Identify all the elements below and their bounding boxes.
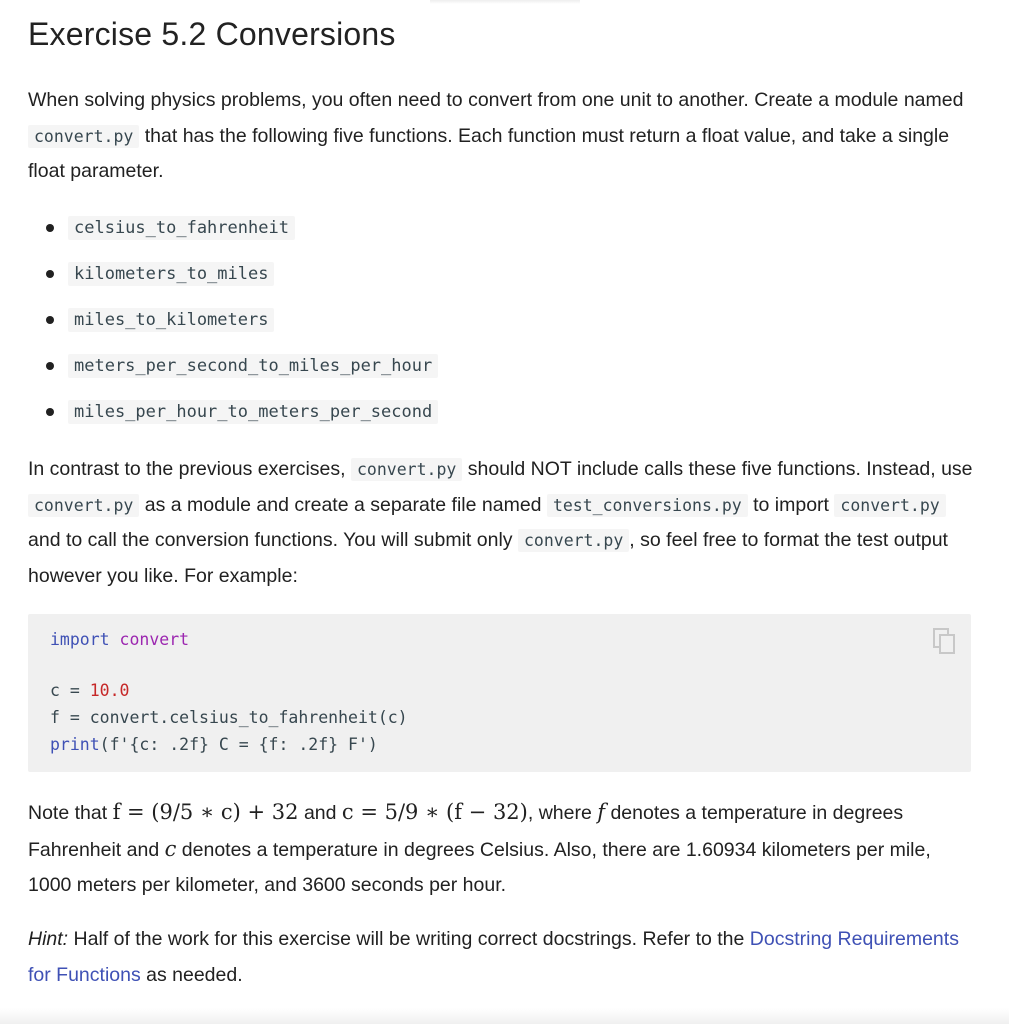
- symbol-c: c: [164, 836, 177, 861]
- top-shadow: [430, 0, 580, 4]
- list-item: [28, 348, 438, 394]
- function-name: miles_to_kilometers: [68, 308, 274, 332]
- inline-code: convert.py: [28, 494, 139, 517]
- page-title: Exercise 5.2 Conversions: [28, 16, 396, 52]
- intro-paragraph: When solving physics problems, you often need to convert from one unit to another. Create a module named convert.py that has the following five functions. Each function must return a float value, and take a single float parameter.: [28, 89, 964, 182]
- list-item: [28, 210, 438, 256]
- bullet-icon: [46, 224, 54, 232]
- list-item: [28, 394, 438, 440]
- formula-fahrenheit: f = (9/5 ∗ c) + 32: [112, 800, 299, 824]
- list-item: [28, 256, 438, 302]
- code-line-c: c = 10.0: [50, 681, 130, 700]
- inline-code: convert.py: [834, 494, 945, 517]
- function-list: [28, 210, 438, 440]
- function-name: kilometers_to_miles: [68, 262, 274, 286]
- hint-paragraph: Hint: Half of the work for this exercise will be writing correct docstrings. Refer to the Docstring Requirements for Functions as needed.: [28, 928, 959, 986]
- formula-celsius: c = 5/9 ∗ (f − 32): [341, 800, 528, 824]
- copy-icon[interactable]: [933, 628, 955, 654]
- inline-code: convert.py: [518, 529, 629, 552]
- docstring-requirements-link[interactable]: Docstring Requirements for Functions: [28, 928, 959, 986]
- contrast-paragraph: In contrast to the previous exercises, convert.py should NOT include calls these five functions. Instead, use convert.py as a module and create a separate file named test_conversions.py to import convert.py and to call the conversion functions. You will submit only convert.py , so feel free to format the test output however you like. For example:: [28, 458, 973, 587]
- symbol-f: f: [597, 800, 606, 824]
- bullet-icon: [46, 316, 54, 324]
- inline-code: convert.py: [28, 125, 139, 148]
- code-line-print: print(f'{c: .2f} C = {f: .2f} F'): [50, 735, 378, 754]
- hint-label: Hint:: [28, 928, 69, 950]
- bottom-fade: [0, 1008, 1009, 1024]
- code-example[interactable]: [28, 614, 971, 772]
- list-item: [28, 302, 438, 348]
- function-name: meters_per_second_to_miles_per_hour: [68, 354, 438, 378]
- function-name: celsius_to_fahrenheit: [68, 216, 295, 240]
- code-line-f: f = convert.celsius_to_fahrenheit(c): [50, 708, 408, 727]
- inline-code: test_conversions.py: [547, 494, 748, 517]
- code-line-import: import convert: [50, 630, 190, 649]
- inline-code: convert.py: [351, 458, 462, 481]
- bullet-icon: [46, 408, 54, 416]
- bullet-icon: [46, 270, 54, 278]
- function-name: miles_per_hour_to_meters_per_second: [68, 400, 438, 424]
- bullet-icon: [46, 362, 54, 370]
- note-paragraph: Note that f = (9/5 ∗ c) + 32 and c = 5/9 ∗ (f − 32), where f denotes a temperature in degrees Fahrenheit and c denotes a temperature in degrees Celsius. Also, there are 1.60934 kilometers per mile, 1000 meters per kilometer, and 3600 seconds per hour.: [28, 800, 931, 896]
